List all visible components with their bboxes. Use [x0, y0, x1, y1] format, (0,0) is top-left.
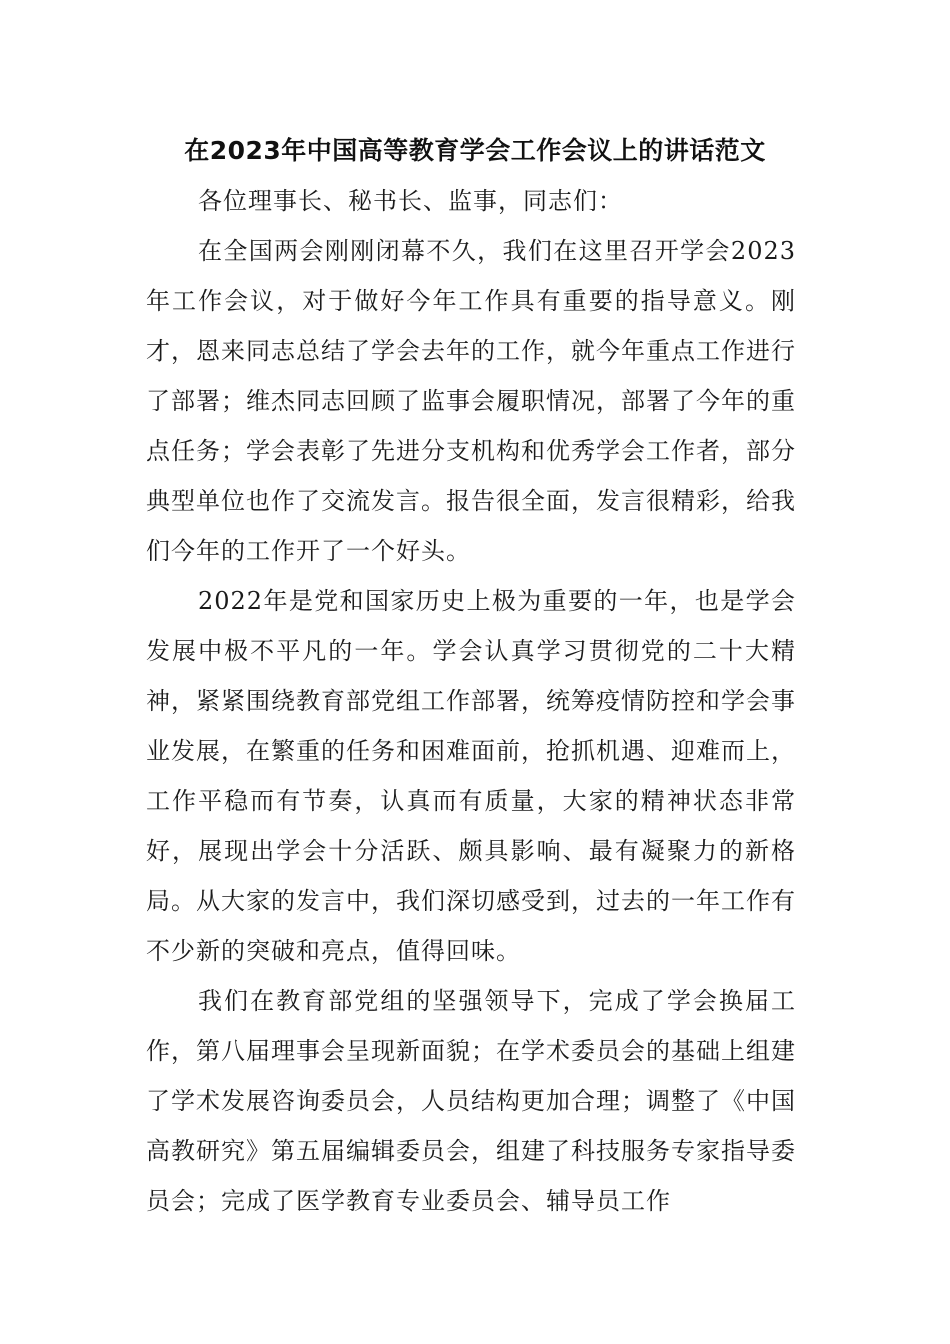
- salutation: 各位理事长、秘书长、监事，同志们：: [198, 187, 623, 215]
- paragraph: 2022年是党和国家历史上极为重要的一年，也是学会发展中极不平凡的一年。学会认真学习贯彻党的二十大精神，紧紧围绕教育部党组工作部署，统筹疫情防控和学会事业发展，在繁重的任务和困难面前，抢抓机遇、迎难而上，工作平稳而有节奏，认真而有质量，大家的精神状态非常好，展现出学会十分活跃、颇具影响、最有凝聚力的新格局。从大家的发言中，我们深切感受到，过去的一年工作有不少新的突破和亮点，值得回味。: [146, 587, 796, 965]
- document-title: 在2023年中国高等教育学会工作会议上的讲话范文: [184, 136, 766, 165]
- paragraph: 我们在教育部党组的坚强领导下，完成了学会换届工作，第八届理事会呈现新面貌；在学术委员会的基础上组建了学术发展咨询委员会，人员结构更加合理；调整了《中国高教研究》第五届编辑委员会，组建了科技服务专家指导委员会；完成了医学教育专业委员会、辅导员工作: [146, 987, 796, 1215]
- document-body: [146, 176, 796, 1226]
- paragraph: 在全国两会刚刚闭幕不久，我们在这里召开学会2023年工作会议，对于做好今年工作具有重要的指导意义。刚才，恩来同志总结了学会去年的工作，就今年重点工作进行了部署；维杰同志回顾了监事会履职情况，部署了今年的重点任务；学会表彰了先进分支机构和优秀学会工作者，部分典型单位也作了交流发言。报告很全面，发言很精彩，给我们今年的工作开了一个好头。: [146, 237, 796, 565]
